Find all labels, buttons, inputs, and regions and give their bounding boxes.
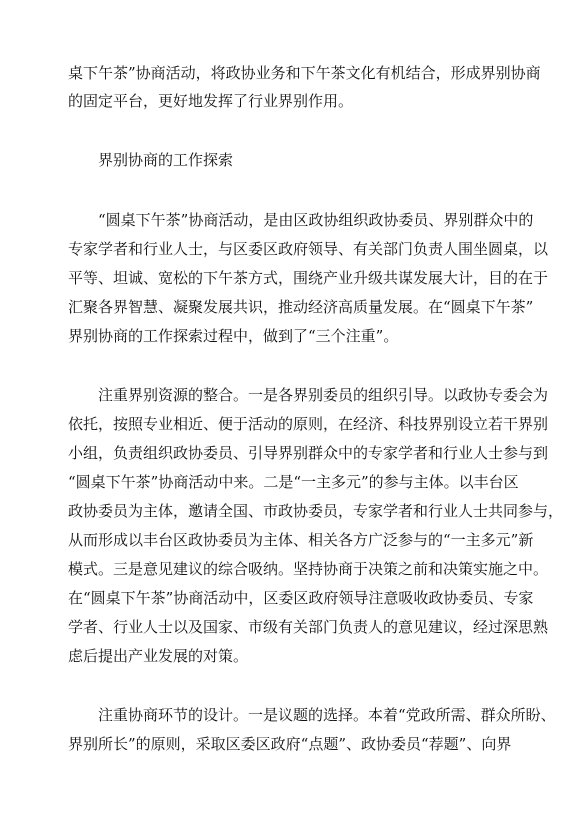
body-text-line: “圆桌下午茶”协商活动中来。二是“一主多元”的参与主体。以丰台区 <box>68 473 519 491</box>
body-text-line: 界别所长”的原则，采取区委区政府“点题”、政协委员“荐题”、向界 <box>68 735 512 753</box>
body-text-line: 注重界别资源的整合。一是各界别委员的组织引导。以政协专委会为 <box>98 386 549 404</box>
body-text-line: 注重协商环节的设计。一是议题的选择。本着“党政所需、群众所盼、 <box>98 706 556 724</box>
body-text-line: 学者、行业人士以及国家、市级有关部门负责人的意见建议，经过深思熟 <box>68 618 549 636</box>
section-heading: 界别协商的工作探索 <box>98 151 234 169</box>
body-text-line: 小组，负责组织政协委员、引导界别群众中的专家学者和行业人士参与到 <box>68 444 549 462</box>
body-text-line: 的固定平台，更好地发挥了行业界别作用。 <box>68 92 354 110</box>
body-text-line: 平等、坦诚、宽松的下午茶方式，围绕产业升级共谋发展大计，目的在于 <box>68 269 549 287</box>
body-text-line: 汇聚各界智慧、凝聚发展共识，推动经济高质量发展。在“圆桌下午茶” <box>68 298 534 316</box>
body-text-line: 界别协商的工作探索过程中，做到了“三个注重”。 <box>68 327 399 345</box>
body-text-line: 政协委员为主体，邀请全国、市政协委员，专家学者和行业人士共同参与， <box>68 502 564 520</box>
body-text-line: 桌下午茶”协商活动，将政协业务和下午茶文化有机结合，形成界别协商 <box>68 64 541 82</box>
body-text-line: 在“圆桌下午茶”协商活动中，区委区政府领导注意吸收政协委员、专家 <box>68 589 534 607</box>
body-text-line: 虑后提出产业发展的对策。 <box>68 647 249 665</box>
body-text-line: “圆桌下午茶”协商活动，是由区政协组织政协委员、界别群众中的 <box>98 211 534 229</box>
body-text-line: 依托，按照专业相近、便于活动的原则，在经济、科技界别设立若干界别 <box>68 415 549 433</box>
body-text-line: 专家学者和行业人士，与区委区政府领导、有关部门负责人围坐圆桌，以 <box>68 240 549 258</box>
body-text-line: 从而形成以丰台区政协委员为主体、相关各方广泛参与的“一主多元”新 <box>68 531 534 549</box>
body-text-line: 模式。三是意见建议的综合吸纳。坚持协商于决策之前和决策实施之中。 <box>68 560 549 578</box>
